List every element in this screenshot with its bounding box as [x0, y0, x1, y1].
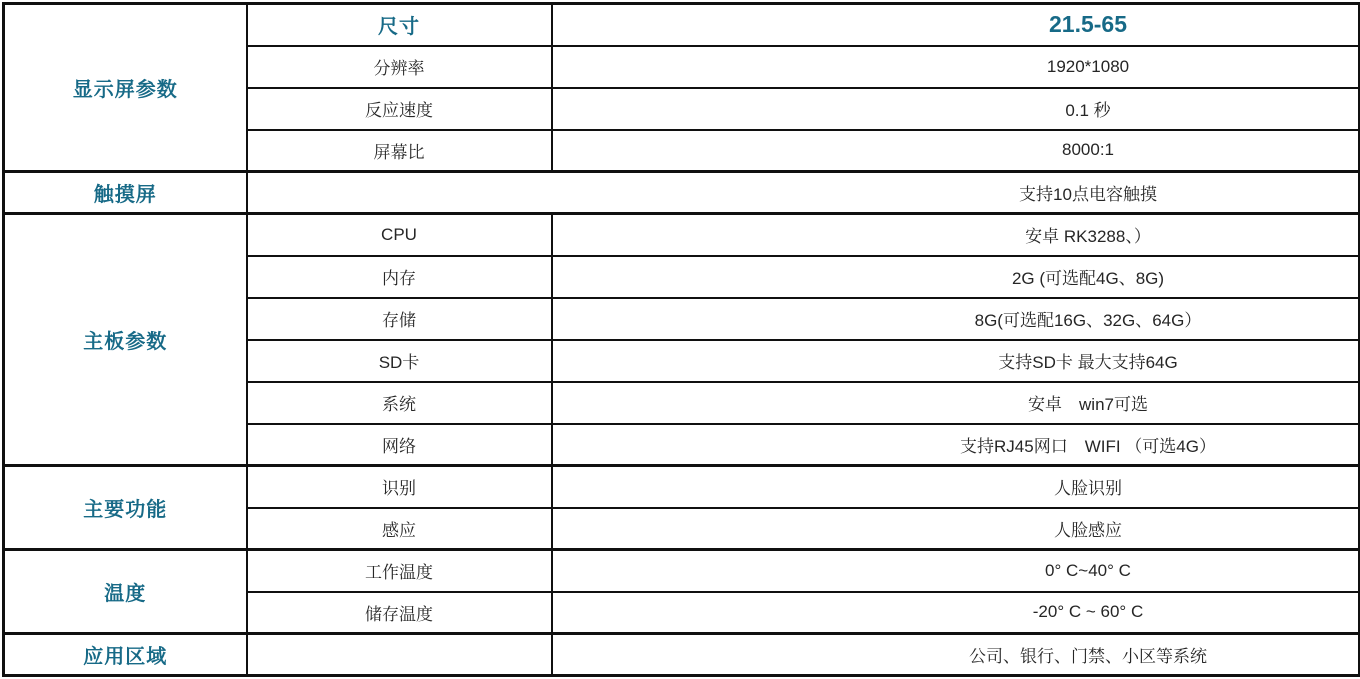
value-resolution: 1920*1080 [552, 46, 1360, 88]
value-sensing: 人脸感应 [552, 508, 1360, 550]
value-storage: 8G(可选配16G、32G、64G） [552, 298, 1360, 340]
param-sensing: 感应 [247, 508, 552, 550]
group-main-functions: 主要功能 [4, 466, 247, 550]
value-touch: 支持10点电容触摸 [247, 172, 1360, 214]
group-touchscreen: 触摸屏 [4, 172, 247, 214]
param-storage-temp: 储存温度 [247, 592, 552, 634]
group-mainboard-params: 主板参数 [4, 214, 247, 466]
value-sd-card: 支持SD卡 最大支持64G [552, 340, 1360, 382]
spec-sheet [0, 2, 1360, 679]
param-size: 尺寸 [247, 4, 552, 46]
param-resolution: 分辨率 [247, 46, 552, 88]
param-cpu: CPU [247, 214, 552, 256]
value-network: 支持RJ45网口 WIFI （可选4G） [552, 424, 1360, 466]
param-sd-card: SD卡 [247, 340, 552, 382]
param-working-temp: 工作温度 [247, 550, 552, 592]
value-working-temp: 0° C~40° C [552, 550, 1360, 592]
value-recognition: 人脸识别 [552, 466, 1360, 508]
spec-table [2, 2, 1360, 677]
value-application: 公司、银行、门禁、小区等系统 [552, 634, 1360, 676]
param-memory: 内存 [247, 256, 552, 298]
param-recognition: 识别 [247, 466, 552, 508]
group-display-params: 显示屏参数 [4, 4, 247, 172]
value-os: 安卓 win7可选 [552, 382, 1360, 424]
group-temperature: 温度 [4, 550, 247, 634]
param-response-speed: 反应速度 [247, 88, 552, 130]
value-cpu: 安卓 RK3288、） [552, 214, 1360, 256]
param-os: 系统 [247, 382, 552, 424]
param-storage: 存储 [247, 298, 552, 340]
param-empty [247, 634, 552, 676]
param-screen-ratio: 屏幕比 [247, 130, 552, 172]
value-response-speed: 0.1 秒 [552, 88, 1360, 130]
value-screen-ratio: 8000:1 [552, 130, 1360, 172]
value-storage-temp: -20° C ~ 60° C [552, 592, 1360, 634]
value-size-range [552, 4, 1360, 46]
param-network: 网络 [247, 424, 552, 466]
value-memory: 2G (可选配4G、8G) [552, 256, 1360, 298]
group-application-area: 应用区域 [4, 634, 247, 676]
value-size-range-text: 21.5-65 [1048, 11, 1127, 38]
